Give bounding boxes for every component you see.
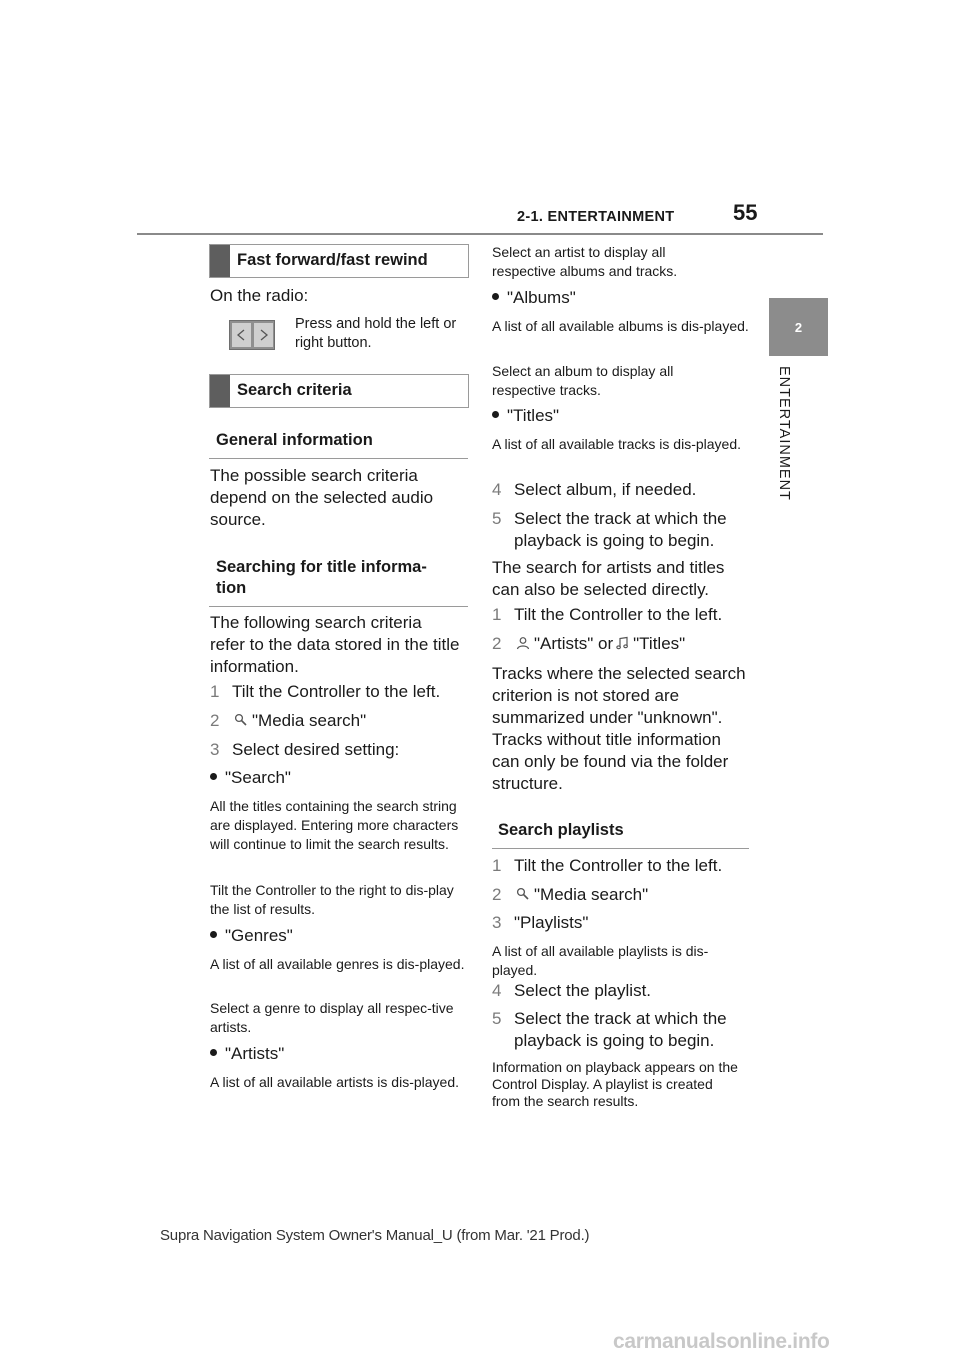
playback-note: Information on playback appears on the Control Display. A playlist is created from the search results. (492, 1059, 738, 1109)
page-number: 55 (733, 200, 758, 225)
search-criteria-heading-box (209, 374, 469, 408)
chapter-tab: 2 (769, 298, 828, 356)
albums-note-1: A list of all available albums is dis-played. (492, 318, 749, 334)
playlists-heading-box (492, 812, 749, 849)
step-5: 5 Select the track at which the playback is going to begin. (492, 509, 727, 550)
genres-note-1: A list of all available genres is dis-played. (210, 956, 465, 972)
watermark: carmanualsonline.info (613, 1330, 830, 1353)
search-note-2: Tilt the Controller to the right to dis-play the list of results. (210, 882, 454, 917)
searching-title-text: The following search criteria refer to the data stored in the title information. (210, 613, 460, 676)
search-icon (234, 713, 248, 727)
search-note-1: All the titles containing the search string are displayed. Entering more characters will continue to limit the search results. (210, 798, 459, 852)
general-info-text: The possible search criteria depend on the selected audio source. (210, 466, 434, 529)
footer-text: Supra Navigation System Owner's Manual_U (from Mar. '21 Prod.) (160, 1227, 590, 1244)
searching-title-heading: Searching for title informa-tion (216, 558, 427, 597)
search-icon (516, 887, 530, 901)
titles-note-1: A list of all available tracks is dis-played. (492, 436, 741, 452)
searching-title-heading-box (209, 550, 468, 607)
tracks-text: Tracks where the selected search criterion is not stored are summarized under "unknown". Tracks without title information can only be found via the folder structure. (492, 664, 746, 793)
search-criteria-heading: Search criteria (237, 381, 352, 399)
playlist-step-2: 2 "Media search" (492, 885, 649, 904)
press-hold-text: Press and hold the left or right button. (295, 316, 457, 351)
step-1: 1 Tilt the Controller to the left. (210, 682, 441, 701)
playlists-note: A list of all available playlists is dis-played. (492, 943, 709, 978)
ff-heading-box (209, 244, 469, 278)
step-4: 4 Select album, if needed. (492, 480, 697, 499)
playlist-step-1: 1 Tilt the Controller to the left. (492, 856, 723, 875)
music-note-icon (615, 636, 629, 650)
bullet-genres: "Genres" (210, 925, 468, 947)
ff-heading: Fast forward/fast rewind (237, 251, 428, 269)
section-title: 2-1. ENTERTAINMENT (517, 209, 675, 225)
direct-step-1: 1 Tilt the Controller to the left. (492, 605, 723, 624)
chapter-tab-label: ENTERTAINMENT (776, 366, 792, 501)
playlist-step-5: 5 Select the track at which the playback is going to begin. (492, 1009, 727, 1050)
bullet-search: "Search" (210, 767, 468, 789)
step-2: 2 "Media search" (210, 711, 367, 730)
direct-step-2: 2 "Artists" or "Titles" (492, 634, 686, 653)
step-3: 3 Select desired setting: (210, 740, 400, 759)
playlist-step-4: 4 Select the playlist. (492, 981, 652, 1000)
on-radio-text: On the radio: (210, 286, 309, 305)
bullet-titles: "Titles" (492, 405, 750, 427)
bullet-artists: "Artists" (210, 1043, 468, 1065)
seek-right-button (254, 323, 273, 347)
bullet-albums: "Albums" (492, 287, 750, 309)
genres-note-2: Select a genre to display all respec-tive artists. (210, 1000, 454, 1035)
seek-buttons-image (229, 320, 275, 350)
artist-icon (516, 636, 530, 650)
heading-bar (210, 375, 230, 407)
albums-note-2: Select an album to display all respective tracks. (492, 363, 674, 398)
direct-text: The search for artists and titles can also be selected directly. (492, 558, 725, 599)
playlist-step-3: 3 "Playlists" (492, 913, 589, 932)
general-info-heading-box (209, 424, 468, 459)
playlists-heading: Search playlists (498, 821, 624, 839)
artists-note-1: A list of all available artists is dis-played. (210, 1074, 459, 1090)
seek-left-button (232, 323, 251, 347)
header-rule (137, 233, 823, 235)
heading-bar (210, 245, 230, 277)
artist-select-text: Select an artist to display all respective albums and tracks. (492, 244, 678, 279)
general-info-heading: General information (216, 431, 373, 449)
